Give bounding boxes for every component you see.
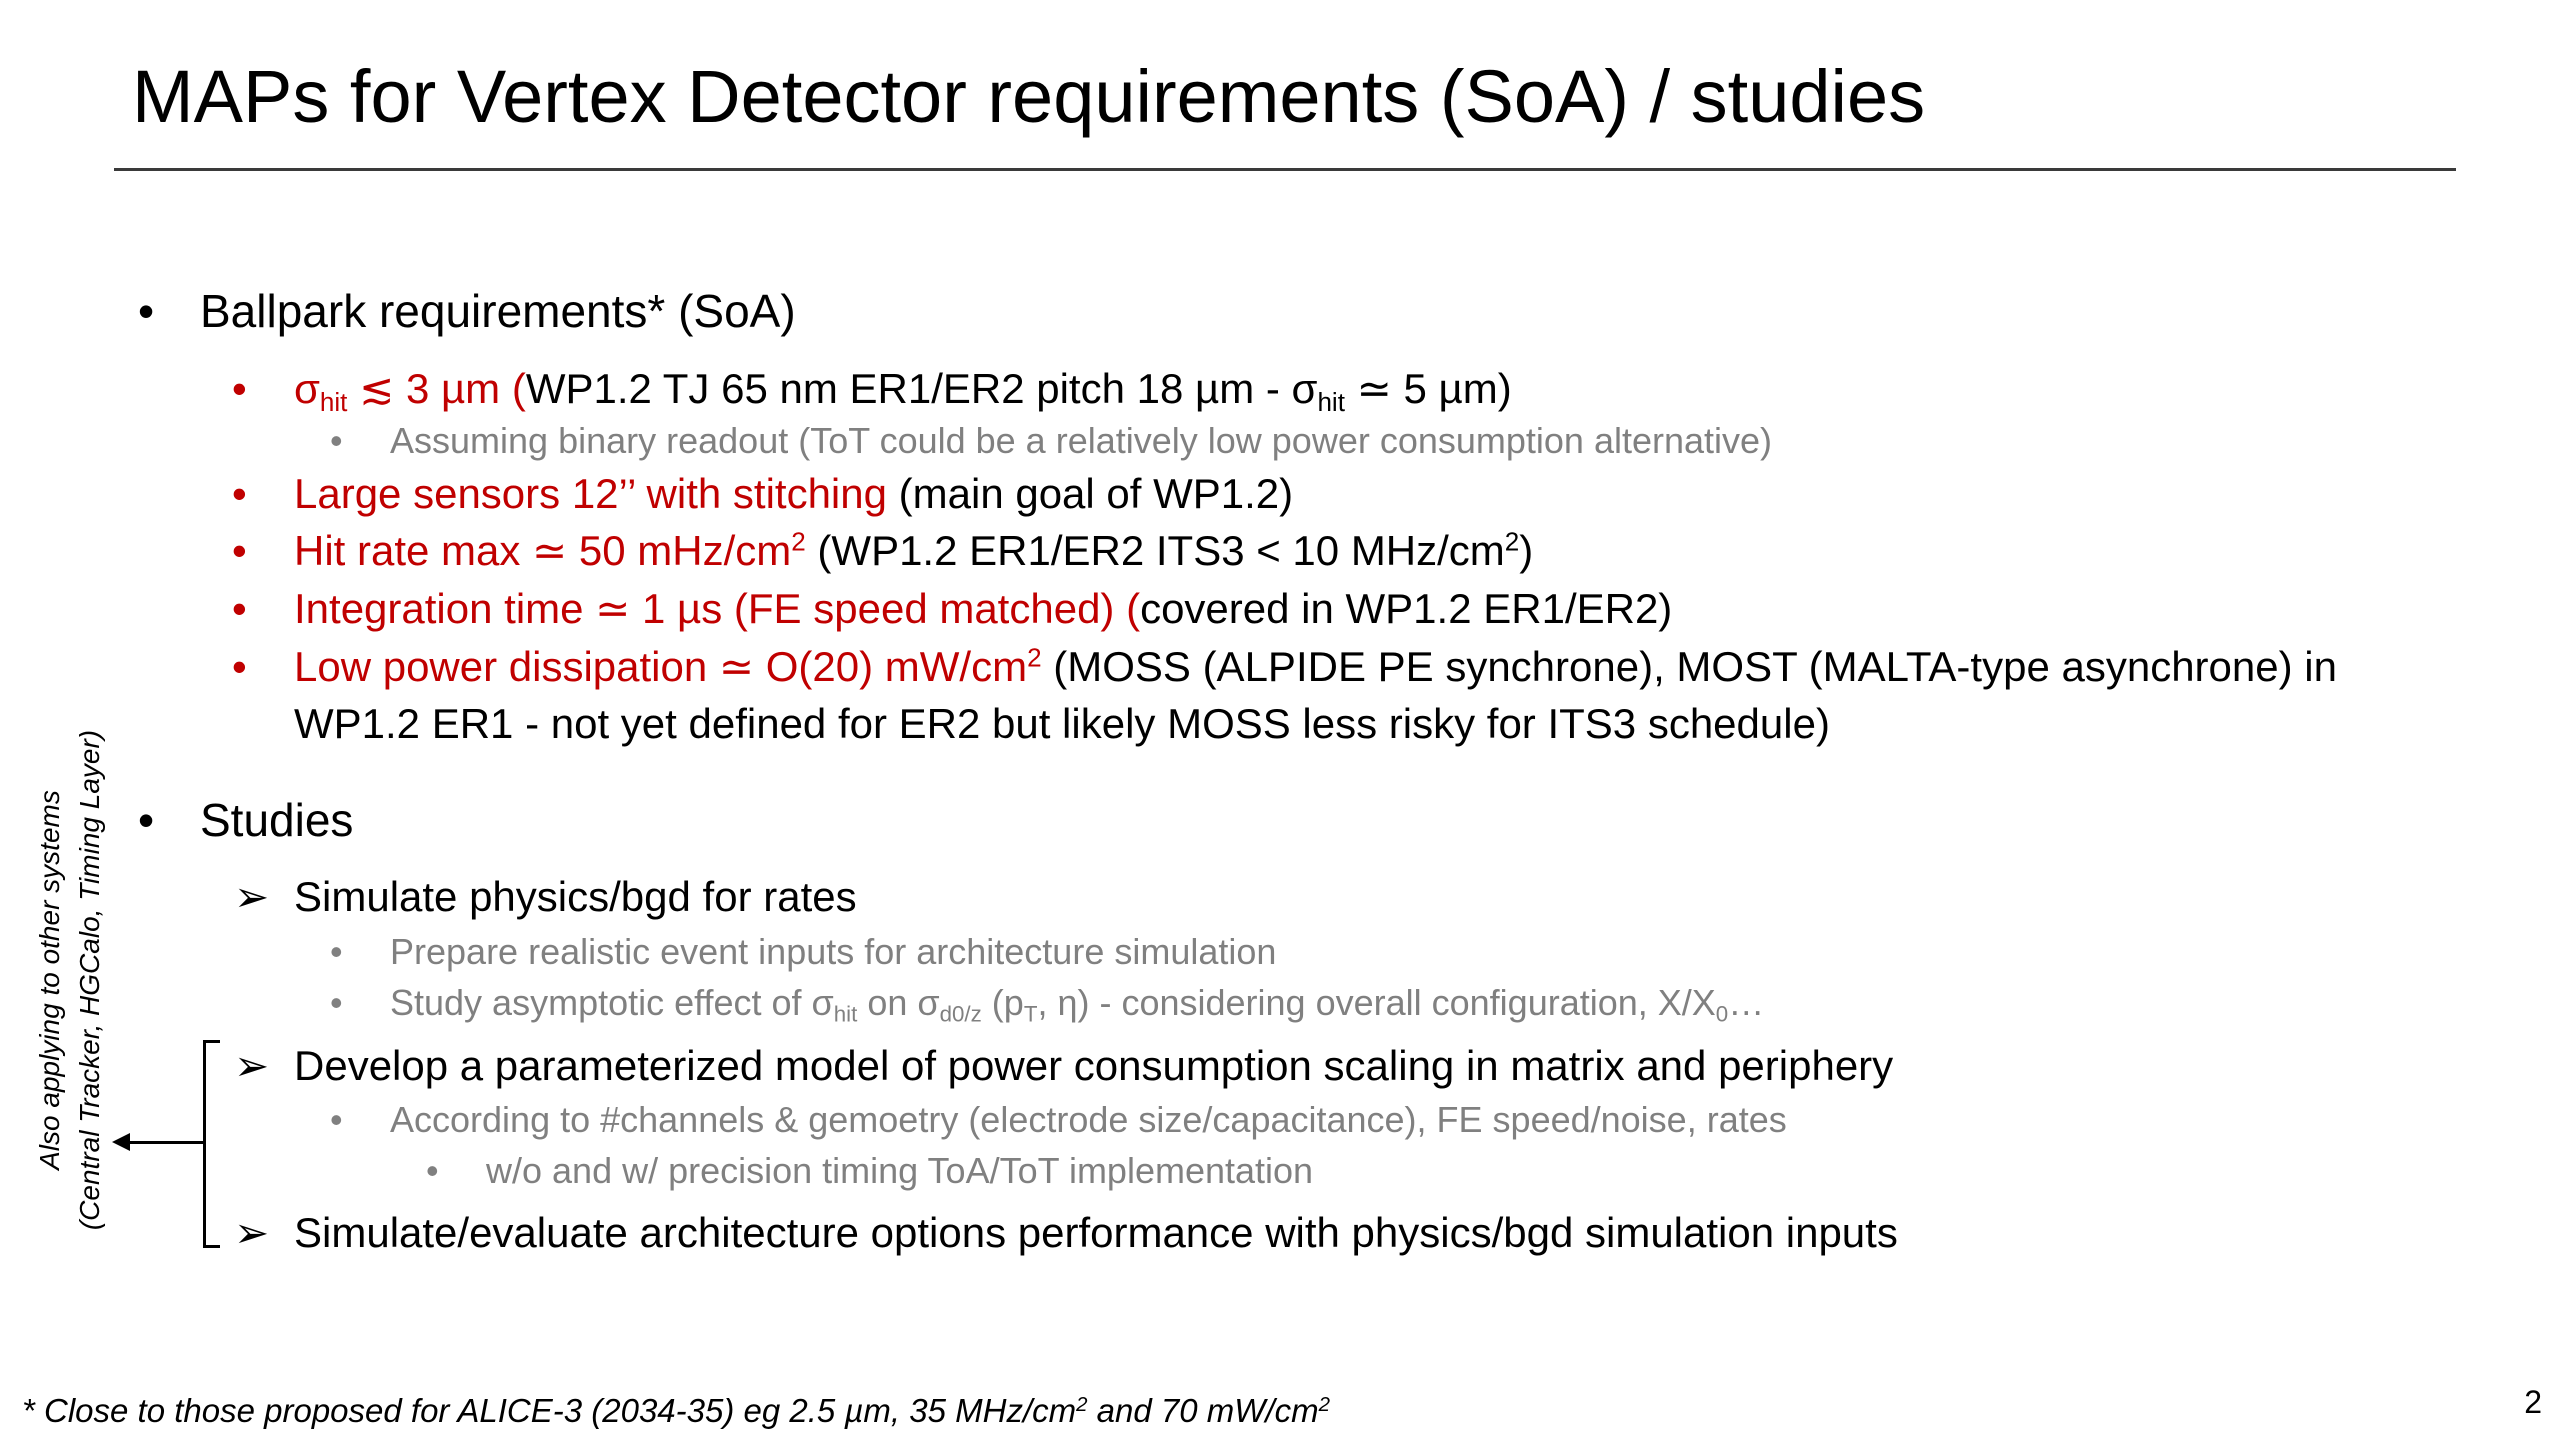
low-power-text [294,640,2337,694]
sigma-hit-black-b: ≃ 5 µm) [1344,365,1512,412]
sigma-hit-black-sub: hit [1317,386,1345,417]
arrowhead-bullet-icon: ➢ [234,1042,270,1089]
study-architecture-options-text: Simulate/evaluate architecture options performance with physics/bgd simulation inputs [294,1209,1898,1256]
bullet: • [232,585,247,632]
asymptotic-effect-text [390,980,1764,1026]
left-arrow-icon [112,1133,130,1151]
sigma-hit-red-sub: hit [319,386,348,417]
footnote-b: and 70 mW/cm [1087,1392,1319,1429]
large-sensors-red: Large sensors 12’’ with stitching [294,470,887,517]
asym-sub-hit: hit [833,1001,858,1027]
asym-e: … [1728,982,1765,1023]
low-power-continuation: WP1.2 ER1 - not yet defined for ER2 but likely MOSS less risky for ITS3 schedule) [294,700,1830,747]
arrowhead-bullet-icon: ➢ [234,1209,270,1256]
arrowhead-bullet-icon: ➢ [234,873,270,920]
sigma-hit-red-b: ≲ 3 µm ( [347,365,526,412]
bracket-connector [203,1040,220,1248]
bullet: • [330,931,343,972]
low-power-red-sup: 2 [1027,642,1042,673]
bullet: • [232,365,247,412]
binary-readout-text: Assuming binary readout (ToT could be a relatively low power consumption alternative) [390,420,1773,461]
hit-rate-black-sup: 2 [1504,526,1520,557]
low-power-red: Low power dissipation ≃ O(20) mW/cm [294,643,1028,690]
sigma-hit-black-a: WP1.2 TJ 65 nm ER1/ER2 pitch 18 µm - σ [525,365,1318,412]
title-divider [114,168,2456,171]
integration-time-red: Integration time ≃ 1 µs (FE speed matched) ( [294,585,1141,632]
asym-sub-t: T [1023,1001,1038,1027]
asym-sub-0: 0 [1715,1001,1729,1027]
bullet: • [232,470,247,517]
bullet: • [232,527,247,574]
integration-time-black: covered in WP1.2 ER1/ER2) [1140,585,1673,632]
left-arrow-shaft [128,1141,204,1144]
event-inputs-text: Prepare realistic event inputs for architecture simulation [390,931,1277,972]
footnote [22,1390,1330,1432]
asym-sub-d0z: d0/z [939,1001,982,1027]
low-power-black: (MOSS (ALPIDE PE synchrone), MOST (MALTA-type asynchrone) in [1041,643,2337,690]
section1-heading: Ballpark requirements* (SoA) [200,285,796,337]
hit-rate-red: Hit rate max ≃ 50 mHz/cm [294,527,792,574]
study-power-model-text: Develop a parameterized model of power consumption scaling in matrix and periphery [294,1042,1894,1089]
study-simulate-physics-text: Simulate physics/bgd for rates [294,873,857,920]
bullet: • [138,794,155,846]
bullet: • [330,1099,343,1140]
bullet: • [138,285,155,337]
section2-heading: Studies [200,794,354,846]
bullet: • [232,643,247,690]
bullet: • [330,982,343,1023]
timing-text: w/o and w/ precision timing ToA/ToT implementation [486,1150,1314,1191]
hit-rate-text [294,524,1533,578]
channels-geometry-text: According to #channels & gemoetry (electrode size/capacitance), FE speed/noise, rates [390,1099,1787,1140]
integration-time-text [294,582,1672,636]
page-number: 2 [2524,1384,2542,1420]
asym-d: , η) - considering overall configuration, X/X [1037,982,1716,1023]
hit-rate-black-end: ) [1519,527,1534,574]
asym-b: on σ [857,982,940,1023]
footnote-sup2: 2 [1318,1392,1330,1416]
footnote-sup1: 2 [1076,1392,1088,1416]
asym-a: Study asymptotic effect of σ [390,982,834,1023]
footnote-a: * Close to those proposed for ALICE-3 (2034-35) eg 2.5 µm, 35 MHz/cm [22,1392,1077,1429]
side-note-line1: Also applying to other systems [34,790,65,1170]
hit-rate-red-sup: 2 [791,526,806,557]
requirement-sigma-hit-text [294,362,1512,416]
side-note [30,720,110,1240]
slide-title: MAPs for Vertex Detector requirements (SoA) / studies [132,55,1926,138]
side-note-line2: (Central Tracker, HGCalo, Timing Layer) [74,729,105,1231]
bullet: • [330,420,343,461]
bullet: • [426,1150,439,1191]
asym-c: (p [981,982,1024,1023]
sigma-hit-red-a: σ [294,365,320,412]
hit-rate-black: (WP1.2 ER1/ER2 ITS3 < 10 MHz/cm [805,527,1505,574]
large-sensors-text [294,467,1293,521]
large-sensors-black: (main goal of WP1.2) [886,470,1294,517]
